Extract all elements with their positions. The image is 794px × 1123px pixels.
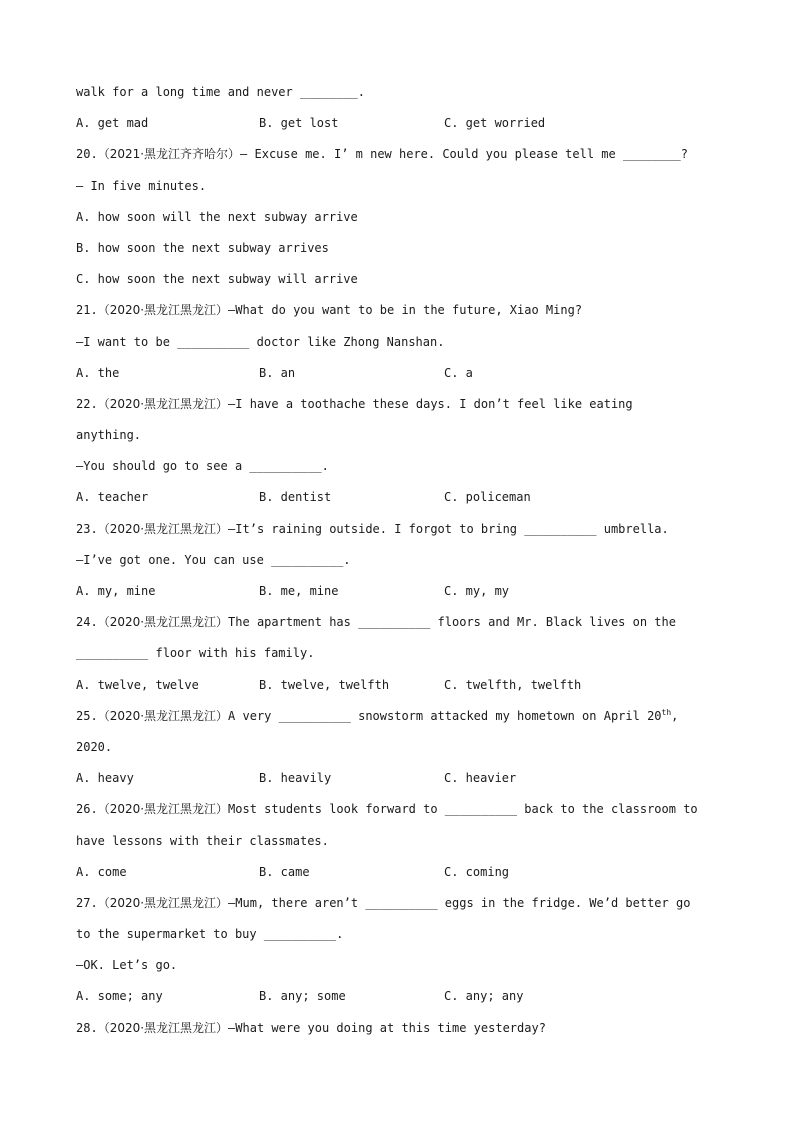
line-text: C. how soon the next subway will arrive (76, 272, 358, 287)
line-text: 2020. (76, 739, 113, 754)
question-text: — Excuse me. I’ m new here. Could you please tell me ________? (240, 147, 688, 162)
question-number: 20. (76, 147, 98, 162)
line-text: B. how soon the next subway arrives (76, 240, 329, 255)
question-number: 23. (76, 521, 98, 536)
option-a: A. twelve, twelve (76, 677, 199, 692)
text-line (76, 238, 716, 269)
answer-options (76, 862, 716, 893)
question-number: 21. (76, 303, 98, 318)
question-number: 28. (76, 1020, 98, 1035)
question-text: A very __________ snowstorm attacked my hometown on April 20 (228, 708, 662, 723)
option-b: B. heavily (259, 771, 332, 786)
line-text: to the supermarket to buy __________. (76, 927, 344, 942)
question-line (76, 144, 716, 175)
text-line (76, 550, 716, 581)
text-line (76, 831, 716, 862)
answer-options (76, 363, 716, 394)
answer-options (76, 113, 716, 144)
option-b: B. get lost (259, 116, 339, 131)
option-b: B. twelve, twelfth (259, 677, 390, 692)
option-a: A. some; any (76, 989, 163, 1004)
question-text-tail: , (671, 708, 679, 723)
question-text: Most students look forward to __________ back to the classroom to (228, 802, 698, 817)
question-line (76, 706, 716, 737)
line-text: __________ floor with his family. (76, 646, 315, 661)
question-number: 27. (76, 895, 98, 910)
text-line (76, 456, 716, 487)
question-text: —What do you want to be in the future, Xiao Ming? (228, 303, 583, 318)
option-a: A. teacher (76, 490, 149, 505)
option-a: A. heavy (76, 771, 134, 786)
question-line (76, 300, 716, 331)
question-source: （2020·黑龙江黑龙江） (97, 303, 229, 318)
answer-options (76, 768, 716, 799)
line-text: —You should go to see a __________. (76, 459, 329, 474)
question-source: （2020·黑龙江黑龙江） (97, 396, 229, 411)
line-text: have lessons with their classmates. (76, 833, 329, 848)
text-line (76, 269, 716, 300)
question-source: （2020·黑龙江黑龙江） (97, 708, 229, 723)
text-line (76, 737, 716, 768)
line-text: A. how soon will the next subway arrive (76, 209, 358, 224)
text-line (76, 176, 716, 207)
question-number: 24. (76, 615, 98, 630)
text-line (76, 643, 716, 674)
question-line (76, 799, 716, 830)
question-source: （2020·黑龙江黑龙江） (97, 802, 229, 817)
ordinal-superscript: th (661, 707, 672, 717)
question-number: 22. (76, 396, 98, 411)
option-c: C. a (444, 365, 473, 380)
question-source: （2021·黑龙江齐齐哈尔） (97, 147, 241, 162)
question-text: —What were you doing at this time yesterday? (228, 1020, 546, 1035)
question-text: —Mum, there aren’t __________ eggs in the fridge. We’d better go (228, 895, 691, 910)
question-text: —I have a toothache these days. I don’t feel like eating (228, 396, 633, 411)
question-line (76, 612, 716, 643)
question-line (76, 893, 716, 924)
text-line (76, 425, 716, 456)
option-c: C. coming (444, 864, 510, 879)
question-source: （2020·黑龙江黑龙江） (97, 895, 229, 910)
question-text: The apartment has __________ floors and Mr. Black lives on the (228, 615, 676, 630)
line-text: —I want to be __________ doctor like Zhong Nanshan. (76, 334, 445, 349)
text-line (76, 82, 716, 113)
document-page (76, 82, 716, 1049)
option-b: B. me, mine (259, 584, 339, 598)
question-number: 25. (76, 708, 98, 723)
option-b: B. an (259, 365, 296, 380)
option-b: B. any; some (259, 989, 346, 1004)
line-text: anything. (76, 428, 142, 443)
question-line (76, 394, 716, 425)
text-line (76, 924, 716, 955)
option-a: A. get mad (76, 116, 149, 131)
option-c: C. twelfth, twelfth (444, 677, 582, 692)
answer-options (76, 581, 716, 612)
option-c: C. get worried (444, 116, 546, 131)
option-a: A. come (76, 864, 127, 879)
question-line (76, 519, 716, 550)
answer-options (76, 487, 716, 518)
answer-options (76, 675, 716, 706)
option-b: B. came (259, 864, 310, 879)
option-c: C. my, my (444, 584, 510, 598)
option-a: A. my, mine (76, 584, 156, 598)
question-number: 26. (76, 802, 98, 817)
question-source: （2020·黑龙江黑龙江） (97, 521, 229, 536)
question-source: （2020·黑龙江黑龙江） (97, 615, 229, 630)
line-text: walk for a long time and never ________. (76, 85, 365, 99)
question-line (76, 1018, 716, 1049)
answer-options (76, 986, 716, 1017)
option-c: C. heavier (444, 771, 517, 786)
line-text: —OK. Let’s go. (76, 958, 178, 973)
option-c: C. any; any (444, 989, 524, 1004)
text-line (76, 955, 716, 986)
question-text: —It’s raining outside. I forgot to bring __________ umbrella. (228, 521, 669, 536)
option-c: C. policeman (444, 490, 531, 505)
option-a: A. the (76, 365, 120, 380)
line-text: —I’ve got one. You can use __________. (76, 552, 351, 567)
text-line (76, 332, 716, 363)
text-line (76, 207, 716, 238)
question-source: （2020·黑龙江黑龙江） (97, 1020, 229, 1035)
option-b: B. dentist (259, 490, 332, 505)
line-text: — In five minutes. (76, 178, 207, 193)
